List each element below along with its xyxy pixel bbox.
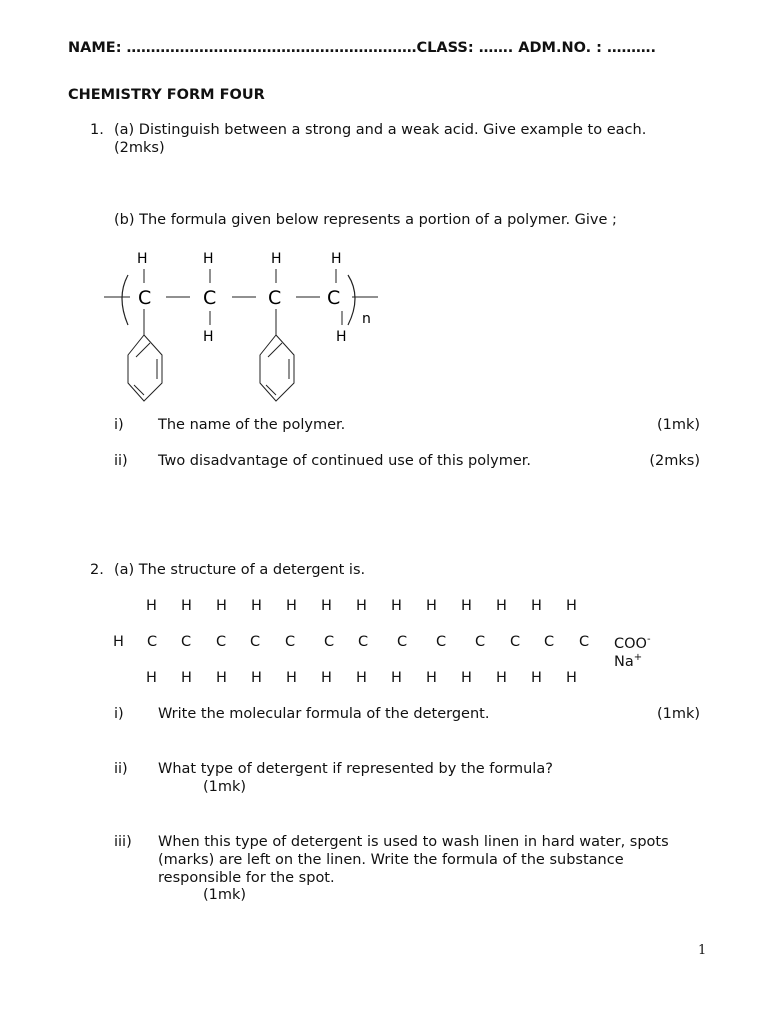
atom-c: C	[327, 287, 341, 309]
q2a-text: (a) The structure of a detergent is.	[114, 562, 366, 578]
atom-c: C	[216, 634, 227, 650]
atom-c: C	[203, 287, 217, 309]
marks-label: (1mk)	[203, 779, 247, 795]
marks-label: (1mk)	[203, 887, 247, 903]
carboxylate-group: COO	[614, 635, 647, 652]
atom-h: H	[356, 670, 367, 686]
atom-h: H	[336, 329, 347, 345]
page-number: 1	[698, 943, 707, 958]
atom-h: H	[251, 670, 262, 686]
q1b-text: (b) The formula given below represents a portion of a polymer. Give ;	[114, 212, 617, 228]
sub-question-text: When this type of detergent is used to wash linen in hard water, spots	[158, 834, 669, 850]
atom-c: C	[324, 634, 335, 650]
question-number: 2.	[90, 562, 104, 578]
atom-h: H	[391, 598, 402, 614]
polymer-structure-diagram	[100, 245, 400, 415]
sub-question-text: What type of detergent if represented by the formula?	[158, 761, 553, 777]
atom-h: H	[531, 670, 542, 686]
sub-question-text: responsible for the spot.	[158, 870, 335, 886]
atom-h: H	[566, 598, 577, 614]
marks-label: (1mk)	[656, 706, 700, 722]
atom-h: H	[286, 670, 297, 686]
atom-c: C	[358, 634, 369, 650]
atom-c: C	[475, 634, 486, 650]
subject-title: CHEMISTRY FORM FOUR	[68, 87, 265, 103]
repeat-unit-subscript: n	[362, 311, 371, 327]
sub-question-label: ii)	[114, 761, 128, 777]
atom-h: H	[331, 251, 342, 267]
atom-h: H	[146, 670, 157, 686]
atom-c: C	[250, 634, 261, 650]
atom-h: H	[321, 670, 332, 686]
atom-h: H	[391, 670, 402, 686]
atom-c: C	[397, 634, 408, 650]
atom-h: H	[321, 598, 332, 614]
sub-question-label: i)	[114, 417, 124, 433]
atom-c: C	[544, 634, 555, 650]
sub-question-label: i)	[114, 706, 124, 722]
atom-c: C	[138, 287, 152, 309]
atom-h: H	[531, 598, 542, 614]
atom-h: H	[496, 598, 507, 614]
name-class-adm-line: NAME: ……………………………………………………CLASS: ……. ADM.NO. : ……….	[68, 40, 657, 56]
atom-c: C	[579, 634, 590, 650]
atom-h: H	[251, 598, 262, 614]
atom-h: H	[203, 251, 214, 267]
atom-h: H	[216, 670, 227, 686]
atom-h: H	[216, 598, 227, 614]
atom-h: H	[271, 251, 282, 267]
atom-h: H	[181, 598, 192, 614]
atom-h: H	[146, 598, 157, 614]
atom-h: H	[113, 634, 124, 650]
atom-h: H	[426, 598, 437, 614]
carboxylate-sodium-group	[614, 634, 651, 670]
sub-question-text: Two disadvantage of continued use of this polymer.	[158, 453, 531, 469]
atom-c: C	[181, 634, 192, 650]
marks-label: (2mks)	[649, 453, 700, 469]
sub-question-text: The name of the polymer.	[158, 417, 346, 433]
charge-negative: -	[646, 634, 651, 645]
atom-c: C	[510, 634, 521, 650]
atom-h: H	[566, 670, 577, 686]
atom-h: H	[356, 598, 367, 614]
atom-h: H	[137, 251, 148, 267]
question-number: 1.	[90, 122, 104, 138]
atom-h: H	[286, 598, 297, 614]
charge-positive: +	[633, 651, 643, 663]
atom-h: H	[426, 670, 437, 686]
atom-h: H	[496, 670, 507, 686]
sub-question-label: iii)	[114, 834, 132, 850]
q1a-text: (a) Distinguish between a strong and a weak acid. Give example to each.	[114, 122, 647, 138]
marks-label: (1mk)	[656, 417, 700, 433]
atom-h: H	[181, 670, 192, 686]
atom-h: H	[461, 670, 472, 686]
atom-c: C	[268, 287, 282, 309]
atom-h: H	[461, 598, 472, 614]
q1a-marks: (2mks)	[114, 140, 165, 156]
atom-c: C	[436, 634, 447, 650]
atom-c: C	[285, 634, 296, 650]
sodium-ion: Na	[614, 653, 634, 670]
atom-h: H	[203, 329, 214, 345]
sub-question-text: Write the molecular formula of the detergent.	[158, 706, 490, 722]
sub-question-text: (marks) are left on the linen. Write the formula of the substance	[158, 852, 624, 868]
atom-c: C	[147, 634, 158, 650]
sub-question-label: ii)	[114, 453, 128, 469]
